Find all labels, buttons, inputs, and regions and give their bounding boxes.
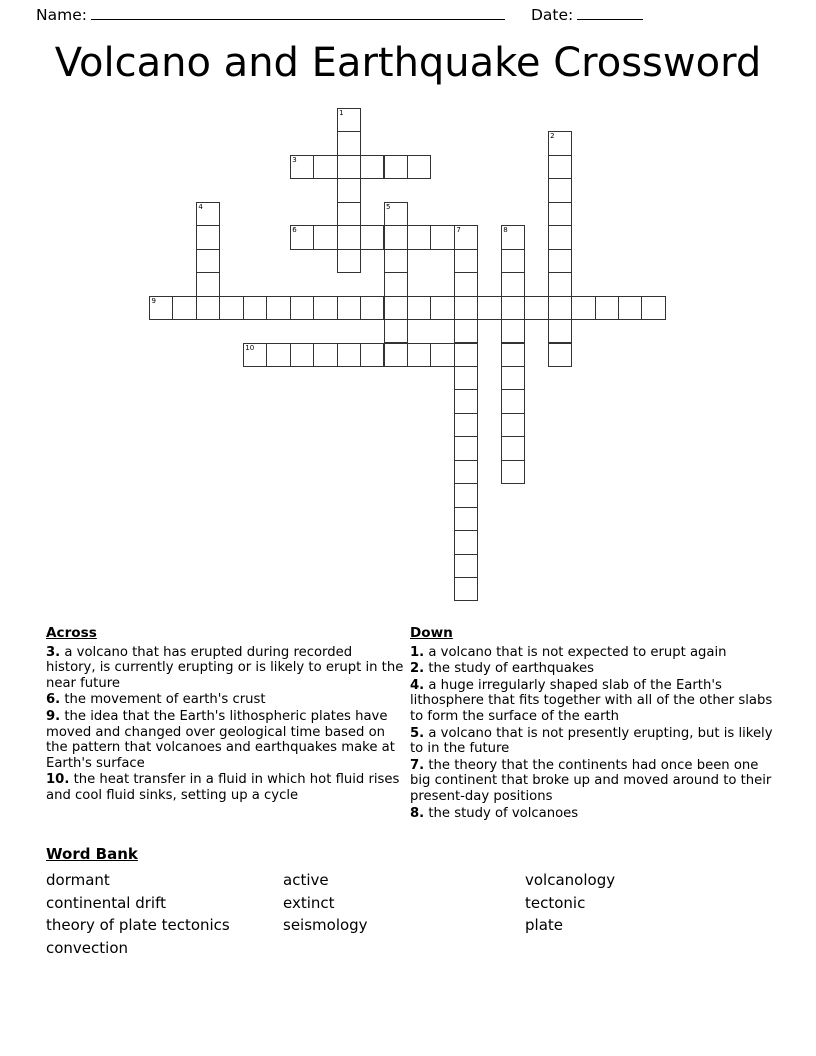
crossword-cell[interactable] [149, 296, 173, 320]
crossword-cell[interactable] [313, 225, 337, 249]
cell-number: 9 [151, 296, 156, 305]
crossword-cell[interactable] [618, 296, 642, 320]
crossword-cell[interactable] [384, 272, 408, 296]
crossword-cell[interactable] [290, 343, 314, 367]
down-heading: Down [410, 625, 453, 641]
word-bank-item: plate [525, 916, 563, 934]
crossword-cell[interactable] [360, 155, 384, 179]
word-bank-item: active [283, 871, 329, 889]
crossword-cell[interactable] [548, 178, 572, 202]
word-bank-item: theory of plate tectonics [46, 916, 230, 934]
crossword-cell[interactable] [454, 554, 478, 578]
cell-number: 7 [456, 226, 461, 235]
crossword-cell[interactable] [548, 202, 572, 226]
cell-number: 5 [386, 202, 391, 211]
crossword-cell[interactable] [548, 319, 572, 343]
crossword-cell[interactable] [360, 225, 384, 249]
clue-text: the heat transfer in a fluid in which hot fluid rises and cool fluid sinks, setting up a cycle [46, 772, 400, 803]
crossword-cell[interactable] [337, 249, 361, 273]
clue-down-7 [410, 758, 778, 805]
clue-text: a volcano that is not expected to erupt again [424, 644, 727, 660]
name-label: Name: [36, 6, 87, 24]
crossword-cell[interactable] [501, 296, 525, 320]
crossword-cell[interactable] [290, 225, 314, 249]
crossword-cell[interactable] [454, 413, 478, 437]
word-bank-item: continental drift [46, 893, 166, 912]
crossword-cell[interactable] [360, 296, 384, 320]
crossword-cell[interactable] [384, 249, 408, 273]
crossword-cell[interactable] [454, 436, 478, 460]
crossword-cell[interactable] [501, 413, 525, 437]
crossword-cell[interactable] [337, 296, 361, 320]
clue-text: a volcano that is not presently erupting, but is likely to in the future [410, 725, 773, 757]
crossword-cell[interactable] [290, 155, 314, 179]
crossword-cell[interactable] [266, 343, 290, 367]
crossword-cell[interactable] [384, 155, 408, 179]
cell-number: 3 [292, 155, 297, 164]
crossword-cell[interactable] [266, 296, 290, 320]
crossword-cell[interactable] [595, 296, 619, 320]
crossword-cell[interactable] [454, 225, 478, 249]
clue-number: 8. [410, 805, 425, 821]
clue-across-3 [46, 645, 404, 692]
clue-text: a huge irregularly shaped slab of the Earth's lithosphere that fits together with all of the other slabs to form the surface of the earth [410, 677, 773, 724]
clue-number: 4. [410, 677, 425, 693]
crossword-cell[interactable] [360, 343, 384, 367]
clue-number: 6. [46, 692, 61, 708]
across-clues-column [46, 626, 404, 805]
crossword-cell[interactable] [196, 272, 220, 296]
crossword-cell[interactable] [548, 249, 572, 273]
crossword-cell[interactable] [501, 343, 525, 367]
crossword-cell[interactable] [641, 296, 665, 320]
crossword-cell[interactable] [407, 155, 431, 179]
crossword-cell[interactable] [337, 202, 361, 226]
crossword-cell[interactable] [454, 366, 478, 390]
crossword-cell[interactable] [477, 296, 501, 320]
crossword-cell[interactable] [407, 296, 431, 320]
crossword-cell[interactable] [337, 108, 361, 132]
clue-number: 2. [410, 661, 425, 677]
clue-across-9 [46, 709, 404, 771]
crossword-cell[interactable] [454, 249, 478, 273]
crossword-cell[interactable] [548, 343, 572, 367]
crossword-cell[interactable] [501, 366, 525, 390]
clue-number: 9. [46, 708, 61, 724]
crossword-cell[interactable] [196, 202, 220, 226]
word-bank-item: dormant [46, 871, 110, 889]
clue-across-10 [46, 772, 404, 803]
crossword-cell[interactable] [501, 225, 525, 249]
crossword-cell[interactable] [454, 577, 478, 601]
crossword-cell[interactable] [313, 343, 337, 367]
word-bank-empty [525, 937, 776, 960]
crossword-cell[interactable] [454, 507, 478, 531]
cell-number: 1 [339, 109, 344, 117]
crossword-cell[interactable] [548, 272, 572, 296]
crossword-cell[interactable] [313, 296, 337, 320]
clue-down-1 [410, 645, 778, 661]
word-bank-item: volcanology [525, 871, 616, 889]
crossword-cell[interactable] [548, 225, 572, 249]
word-bank-heading: Word Bank [46, 845, 138, 863]
down-clue-list [410, 645, 778, 822]
clue-down-2 [410, 661, 778, 677]
word-bank-empty [283, 937, 525, 960]
crossword-cell[interactable] [501, 249, 525, 273]
crossword-cell[interactable] [501, 272, 525, 296]
across-heading: Across [46, 625, 97, 641]
cell-number: 10 [245, 343, 255, 352]
word-bank-item: tectonic [525, 893, 586, 912]
word-bank-grid [46, 869, 776, 959]
crossword-cell[interactable] [454, 296, 478, 320]
crossword-cell[interactable] [196, 249, 220, 273]
clue-number: 10. [46, 772, 70, 788]
crossword-cell[interactable] [337, 178, 361, 202]
down-clues-column [410, 626, 778, 822]
crossword-cell[interactable] [384, 296, 408, 320]
word-bank-item: seismology [283, 916, 368, 934]
clue-down-4 [410, 678, 778, 725]
clue-number: 3. [46, 644, 61, 660]
date-label: Date: [530, 6, 574, 24]
crossword-cell[interactable] [454, 460, 478, 484]
crossword-cell[interactable] [524, 296, 548, 320]
crossword-cell[interactable] [172, 296, 196, 320]
crossword-cell[interactable] [430, 225, 454, 249]
crossword-cell[interactable] [243, 296, 267, 320]
cell-number: 2 [550, 132, 555, 141]
crossword-cell[interactable] [454, 530, 478, 554]
across-clue-list [46, 645, 404, 804]
crossword-cell[interactable] [384, 343, 408, 367]
crossword-cell[interactable] [196, 225, 220, 249]
clue-number: 5. [410, 725, 425, 741]
crossword-cell[interactable] [407, 343, 431, 367]
clue-text: the theory that the continents had once been one big continent that broke up and moved around to their present-day positions [410, 757, 772, 804]
clue-text: a volcano that has erupted during recorded history, is currently erupting or is likely to erupt in the near future [46, 644, 404, 691]
crossword-cell[interactable] [196, 296, 220, 320]
crossword-cell[interactable] [337, 131, 361, 155]
clue-text: the idea that the Earth's lithospheric plates have moved and changed over geological time based on the pattern that volcanoes and earthquakes make at Earth's surface [46, 708, 395, 771]
crossword-cell[interactable] [454, 343, 478, 367]
crossword-cell[interactable] [501, 319, 525, 343]
crossword-cell[interactable] [454, 389, 478, 413]
crossword-cell[interactable] [313, 155, 337, 179]
cell-number: 8 [503, 226, 508, 235]
clue-down-5 [410, 726, 778, 757]
cell-number: 4 [198, 202, 203, 211]
word-bank-section [46, 845, 776, 959]
clues-section [0, 626, 816, 836]
crossword-cell[interactable] [454, 483, 478, 507]
crossword-cell[interactable] [454, 272, 478, 296]
crossword-cell[interactable] [501, 389, 525, 413]
clue-across-6 [46, 692, 404, 708]
crossword-cell[interactable] [430, 343, 454, 367]
crossword-cell[interactable] [571, 296, 595, 320]
crossword-cell[interactable] [243, 343, 267, 367]
crossword-cell[interactable] [384, 319, 408, 343]
clue-number: 7. [410, 757, 425, 773]
page-title: Volcano and Earthquake Crossword [54, 40, 762, 86]
clue-number: 1. [410, 644, 425, 660]
cell-number: 6 [292, 226, 297, 235]
word-bank-item: extinct [283, 893, 335, 912]
crossword-cell[interactable] [337, 225, 361, 249]
crossword-cell[interactable] [384, 225, 408, 249]
crossword-cell[interactable] [384, 202, 408, 226]
word-bank-item: convection [46, 938, 129, 957]
clue-down-8 [410, 806, 778, 822]
crossword-cell[interactable] [337, 155, 361, 179]
crossword-cell[interactable] [337, 343, 361, 367]
crossword-cell[interactable] [454, 319, 478, 343]
clue-text: the study of volcanoes [424, 805, 579, 821]
crossword-cell[interactable] [548, 131, 572, 155]
crossword-cell[interactable] [548, 296, 572, 320]
crossword-cell[interactable] [548, 155, 572, 179]
clue-text: the movement of earth's crust [60, 692, 266, 708]
crossword-cell[interactable] [430, 296, 454, 320]
crossword-cell[interactable] [219, 296, 243, 320]
crossword-cell[interactable] [407, 225, 431, 249]
crossword-cell[interactable] [501, 460, 525, 484]
clue-text: the study of earthquakes [424, 661, 594, 677]
crossword-cell[interactable] [290, 296, 314, 320]
crossword-cell[interactable] [501, 436, 525, 460]
